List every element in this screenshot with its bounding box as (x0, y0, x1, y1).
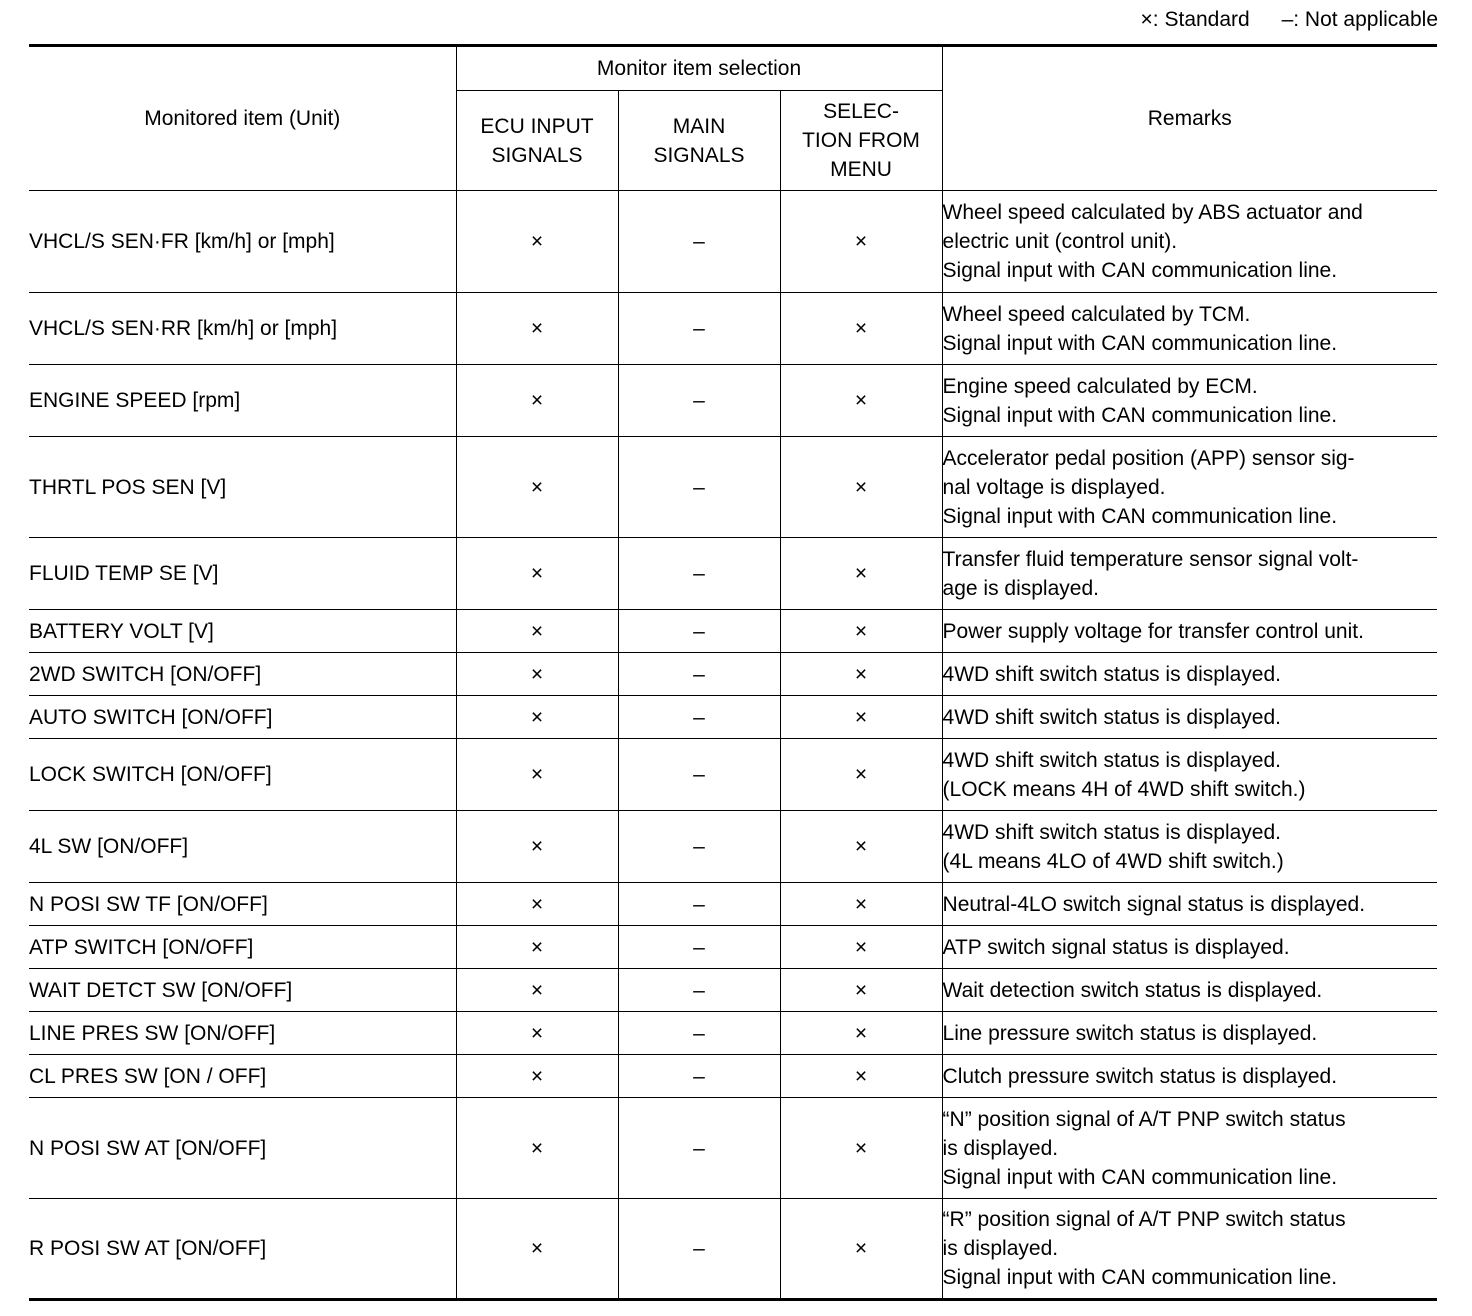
ecu-input-signals-cell: × (456, 653, 618, 696)
monitored-item-cell: THRTL POS SEN [V] (29, 437, 456, 538)
main-signals-cell: – (618, 653, 780, 696)
remarks-cell: Neutral-4LO switch signal status is displayed. (942, 883, 1437, 926)
main-signals-cell: – (618, 739, 780, 811)
ecu-input-signals-cell: × (456, 293, 618, 365)
main-signals-cell: – (618, 293, 780, 365)
selection-from-menu-cell: × (780, 191, 942, 293)
header-remarks: Remarks (942, 46, 1437, 191)
selection-from-menu-cell: × (780, 696, 942, 739)
ecu-input-signals-cell: × (456, 437, 618, 538)
table-row (29, 1055, 1437, 1098)
main-signals-cell: – (618, 926, 780, 969)
table-row (29, 696, 1437, 739)
table-row (29, 969, 1437, 1012)
table-row (29, 811, 1437, 883)
remarks-cell: Wait detection switch status is displayed. (942, 969, 1437, 1012)
main-signals-cell: – (618, 811, 780, 883)
legend (1115, 8, 1438, 32)
ecu-input-signals-cell: × (456, 969, 618, 1012)
table-row (29, 1098, 1437, 1199)
selection-from-menu-cell: × (780, 293, 942, 365)
table-row (29, 437, 1437, 538)
ecu-input-signals-cell: × (456, 538, 618, 610)
remarks-cell: Wheel speed calculated by ABS actuator and electric unit (control unit). Signal input with CAN communication line. (942, 191, 1437, 293)
table-row (29, 926, 1437, 969)
remarks-cell: Accelerator pedal position (APP) sensor sig- nal voltage is displayed. Signal input with CAN communication line. (942, 437, 1437, 538)
monitored-item-cell: ATP SWITCH [ON/OFF] (29, 926, 456, 969)
monitored-item-cell: VHCL/S SEN·FR [km/h] or [mph] (29, 191, 456, 293)
main-signals-cell: – (618, 1098, 780, 1199)
table-row (29, 1012, 1437, 1055)
table-body (29, 191, 1437, 1300)
remarks-cell: “N” position signal of A/T PNP switch status is displayed. Signal input with CAN communication line. (942, 1098, 1437, 1199)
ecu-input-signals-cell: × (456, 365, 618, 437)
monitored-item-cell: N POSI SW TF [ON/OFF] (29, 883, 456, 926)
table-row (29, 191, 1437, 293)
monitored-item-cell: 2WD SWITCH [ON/OFF] (29, 653, 456, 696)
ecu-input-signals-cell: × (456, 926, 618, 969)
main-signals-cell: – (618, 610, 780, 653)
monitored-item-cell: LINE PRES SW [ON/OFF] (29, 1012, 456, 1055)
monitored-item-cell: BATTERY VOLT [V] (29, 610, 456, 653)
header-monitored-item: Monitored item (Unit) (29, 46, 456, 191)
main-signals-cell: – (618, 1012, 780, 1055)
remarks-cell: 4WD shift switch status is displayed. (942, 696, 1437, 739)
table-row (29, 610, 1437, 653)
selection-from-menu-cell: × (780, 653, 942, 696)
selection-from-menu-cell: × (780, 926, 942, 969)
remarks-cell: Wheel speed calculated by TCM. Signal input with CAN communication line. (942, 293, 1437, 365)
remarks-cell: Transfer fluid temperature sensor signal volt- age is displayed. (942, 538, 1437, 610)
main-signals-cell: – (618, 437, 780, 538)
selection-from-menu-cell: × (780, 610, 942, 653)
ecu-input-signals-cell: × (456, 1199, 618, 1300)
table-row (29, 538, 1437, 610)
main-signals-cell: – (618, 1199, 780, 1300)
monitored-item-cell: WAIT DETCT SW [ON/OFF] (29, 969, 456, 1012)
table-row (29, 1199, 1437, 1300)
table-row (29, 365, 1437, 437)
remarks-cell: 4WD shift switch status is displayed. (942, 653, 1437, 696)
selection-from-menu-cell: × (780, 538, 942, 610)
remarks-cell: “R” position signal of A/T PNP switch status is displayed. Signal input with CAN communication line. (942, 1199, 1437, 1300)
remarks-cell: Engine speed calculated by ECM. Signal input with CAN communication line. (942, 365, 1437, 437)
remarks-cell: 4WD shift switch status is displayed. (LOCK means 4H of 4WD shift switch.) (942, 739, 1437, 811)
remarks-cell: Clutch pressure switch status is displayed. (942, 1055, 1437, 1098)
selection-from-menu-cell: × (780, 739, 942, 811)
ecu-input-signals-cell: × (456, 739, 618, 811)
table-row (29, 739, 1437, 811)
selection-from-menu-cell: × (780, 1012, 942, 1055)
table-row (29, 293, 1437, 365)
monitored-item-cell: CL PRES SW [ON / OFF] (29, 1055, 456, 1098)
monitored-item-cell: AUTO SWITCH [ON/OFF] (29, 696, 456, 739)
table-row (29, 883, 1437, 926)
ecu-input-signals-cell: × (456, 1012, 618, 1055)
main-signals-cell: – (618, 365, 780, 437)
main-signals-cell: – (618, 191, 780, 293)
selection-from-menu-cell: × (780, 811, 942, 883)
header-ecu-input-signals: ECU INPUT SIGNALS (456, 91, 618, 191)
ecu-input-signals-cell: × (456, 883, 618, 926)
selection-from-menu-cell: × (780, 883, 942, 926)
ecu-input-signals-cell: × (456, 1055, 618, 1098)
remarks-cell: ATP switch signal status is displayed. (942, 926, 1437, 969)
ecu-input-signals-cell: × (456, 610, 618, 653)
monitored-item-cell: FLUID TEMP SE [V] (29, 538, 456, 610)
selection-from-menu-cell: × (780, 437, 942, 538)
header-selection-from-menu: SELEC- TION FROM MENU (780, 91, 942, 191)
monitored-item-cell: R POSI SW AT [ON/OFF] (29, 1199, 456, 1300)
monitored-item-cell: ENGINE SPEED [rpm] (29, 365, 456, 437)
ecu-input-signals-cell: × (456, 811, 618, 883)
table-row (29, 653, 1437, 696)
main-signals-cell: – (618, 1055, 780, 1098)
selection-from-menu-cell: × (780, 1055, 942, 1098)
selection-from-menu-cell: × (780, 1098, 942, 1199)
monitored-item-cell: LOCK SWITCH [ON/OFF] (29, 739, 456, 811)
main-signals-cell: – (618, 696, 780, 739)
monitor-table (29, 44, 1437, 1301)
monitored-item-cell: VHCL/S SEN·RR [km/h] or [mph] (29, 293, 456, 365)
ecu-input-signals-cell: × (456, 191, 618, 293)
main-signals-cell: – (618, 538, 780, 610)
ecu-input-signals-cell: × (456, 1098, 618, 1199)
monitored-item-cell: N POSI SW AT [ON/OFF] (29, 1098, 456, 1199)
selection-from-menu-cell: × (780, 969, 942, 1012)
selection-from-menu-cell: × (780, 1199, 942, 1300)
remarks-cell: Line pressure switch status is displayed. (942, 1012, 1437, 1055)
header-monitor-item-selection: Monitor item selection (456, 46, 942, 91)
monitored-item-cell: 4L SW [ON/OFF] (29, 811, 456, 883)
main-signals-cell: – (618, 883, 780, 926)
header-main-signals: MAIN SIGNALS (618, 91, 780, 191)
selection-from-menu-cell: × (780, 365, 942, 437)
remarks-cell: Power supply voltage for transfer control unit. (942, 610, 1437, 653)
remarks-cell: 4WD shift switch status is displayed. (4L means 4LO of 4WD shift switch.) (942, 811, 1437, 883)
legend-standard: ×: Standard (1140, 8, 1250, 31)
legend-not-applicable: –: Not applicable (1281, 8, 1438, 31)
ecu-input-signals-cell: × (456, 696, 618, 739)
main-signals-cell: – (618, 969, 780, 1012)
